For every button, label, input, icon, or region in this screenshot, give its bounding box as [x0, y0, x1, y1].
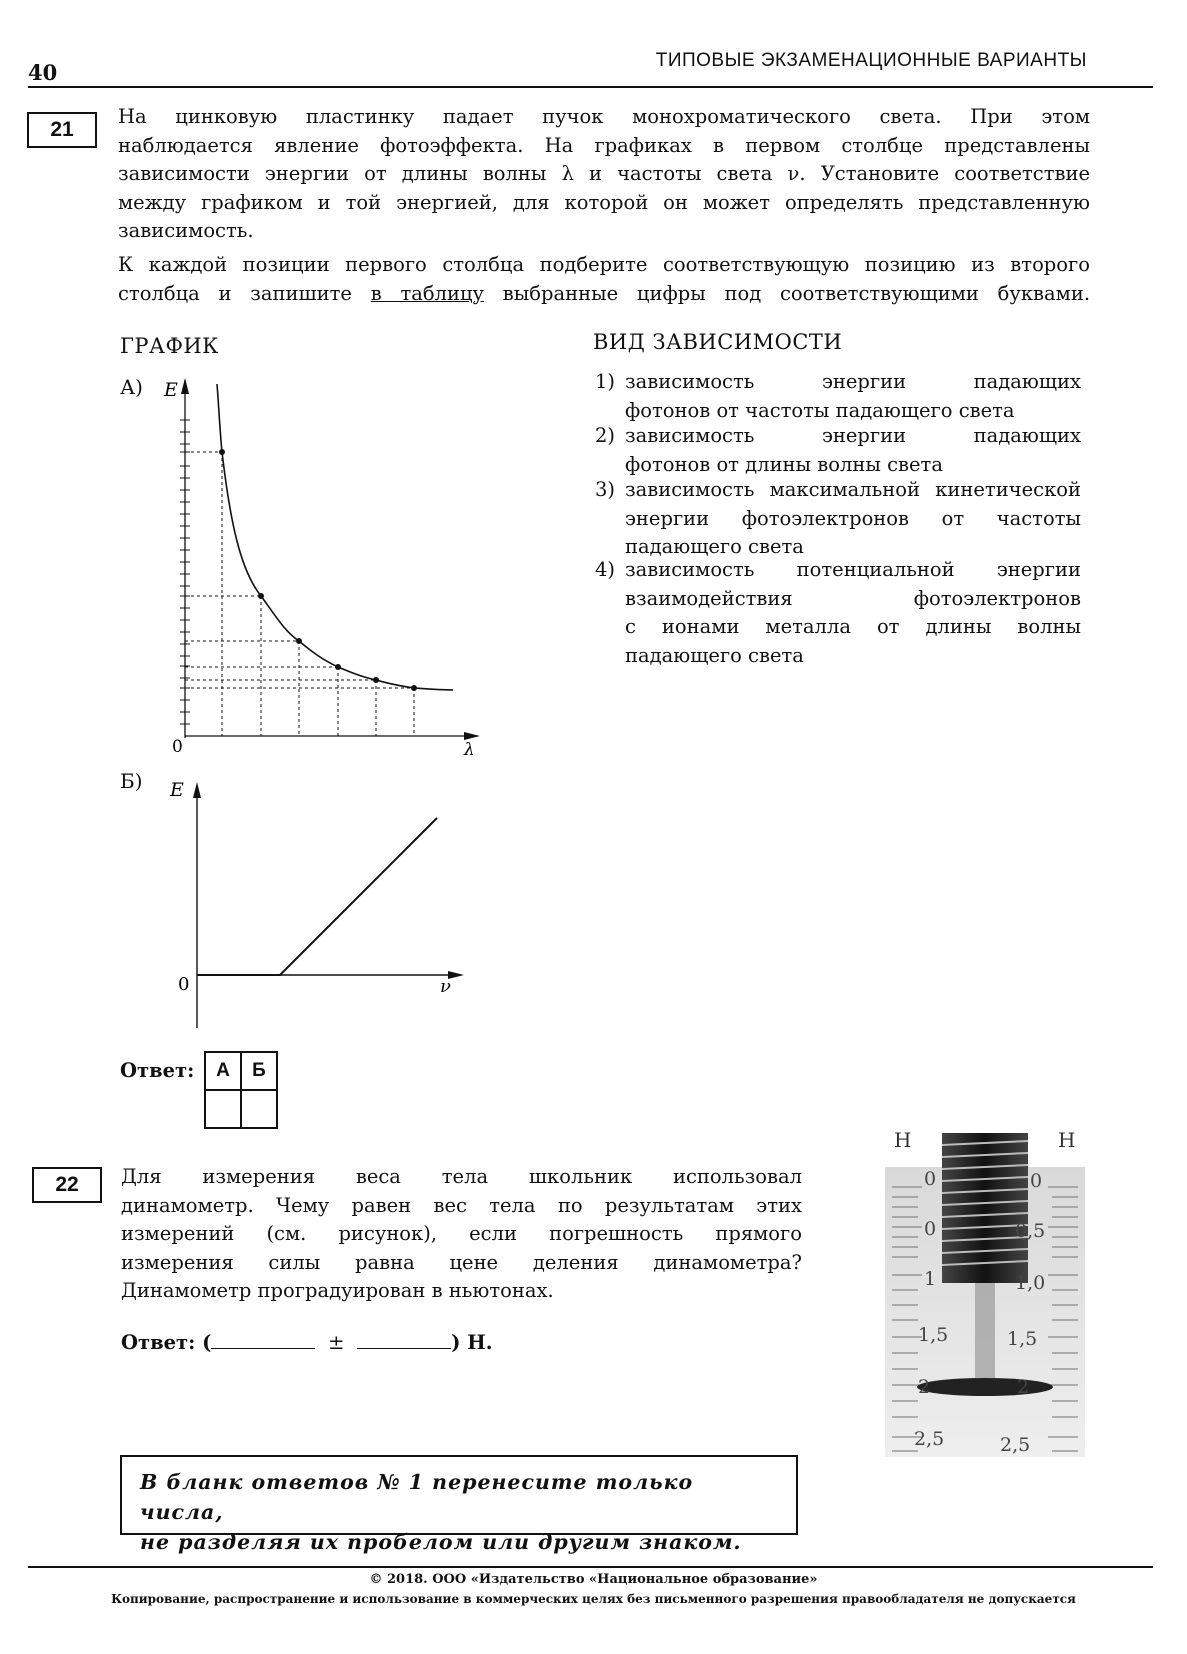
svg-text:2: 2	[918, 1376, 931, 1398]
graph-a-y-arrow	[181, 378, 189, 394]
option-line: зависимость максимальной кинетической	[625, 478, 1081, 501]
svg-text:1,5: 1,5	[918, 1324, 949, 1346]
q22-text-line: измерений (см. рисунок), если погрешность прямого	[121, 1222, 802, 1245]
graph-b-y-label: E	[170, 779, 184, 801]
option-3	[595, 476, 1081, 562]
notice-line: В бланк ответов № 1 перенесите только числа,	[140, 1470, 694, 1524]
graph-a-curve	[217, 384, 453, 690]
q21-text-line: На цинковую пластинку падает пучок монохроматического света. При этом	[118, 105, 1090, 128]
header-rule	[28, 86, 1153, 88]
dynamometer-figure	[880, 1125, 1090, 1470]
option-1	[595, 368, 1081, 425]
footer-copyright: © 2018. ООО «Издательство «Национальное образование»	[369, 1572, 818, 1587]
option-number: 4)	[595, 558, 616, 581]
option-line: зависимость энергии падающих	[625, 424, 1081, 447]
option-number: 1)	[595, 370, 616, 393]
svg-text:1: 1	[924, 1268, 937, 1290]
unit-label-left: Н	[894, 1128, 912, 1152]
graph-a-x-arrow	[464, 732, 480, 740]
graph-b-label: Б)	[120, 769, 143, 793]
footer-rule	[28, 1566, 1153, 1568]
answer-cell-b[interactable]	[241, 1090, 277, 1128]
q21-instruction-line	[118, 280, 1090, 309]
q22-text-line: измерения силы равна цене деления динамометра?	[121, 1250, 802, 1274]
unit-label-right: Н	[1058, 1128, 1076, 1152]
option-number: 3)	[595, 478, 616, 501]
q21-instruction	[118, 251, 1090, 308]
option-line: падающего света	[625, 643, 804, 667]
q21-instruction-line: К каждой позиции первого столбца подберите соответствующую позицию из второго	[118, 253, 1090, 276]
graph-a-guides	[185, 452, 414, 736]
q22-answer-label: Ответ: (	[121, 1331, 212, 1354]
page-number: 40	[28, 60, 58, 85]
q21-answer-label: Ответ:	[120, 1059, 195, 1082]
q22-text-line: Для измерения веса тела школьник использовал	[121, 1165, 802, 1188]
graph-b-x-label: ν	[440, 976, 451, 997]
q21-answer-table	[204, 1051, 278, 1129]
answer-sheet-notice	[120, 1455, 798, 1554]
answer-blank-error[interactable]	[357, 1332, 451, 1349]
answer-col-b-header: Б	[241, 1052, 277, 1090]
svg-text:0: 0	[924, 1218, 937, 1240]
option-line: фотонов от частоты падающего света	[625, 398, 1015, 422]
svg-text:0,5: 0,5	[1015, 1220, 1046, 1242]
option-number: 2)	[595, 424, 616, 447]
q22-answer-line	[121, 1331, 493, 1354]
q21-text-line: наблюдается явление фотоэффекта. На графиках в первом столбце представлены	[118, 133, 1090, 157]
q21-text-line: зависимость.	[118, 219, 254, 242]
option-line: взаимодействия фотоэлектронов	[625, 586, 1081, 610]
option-line: энергии фотоэлектронов от частоты	[625, 506, 1081, 530]
svg-text:2,5: 2,5	[1000, 1434, 1031, 1456]
q21-text	[118, 103, 1090, 246]
graph-a-y-label: E	[164, 379, 178, 401]
answer-col-a-header: А	[205, 1052, 241, 1090]
graph-a-label: А)	[120, 375, 143, 399]
column-heading-dependence: ВИД ЗАВИСИМОСТИ	[593, 330, 843, 354]
option-line: зависимость потенциальной энергии	[625, 558, 1081, 581]
option-2	[595, 422, 1081, 479]
instruction-post: выбранные цифры под соответствующими буквами.	[484, 281, 1091, 305]
svg-text:2,5: 2,5	[914, 1428, 945, 1450]
q21-text-line: зависимости энергии от длины волны λ и частоты света ν. Установите соответствие	[118, 162, 1090, 185]
instruction-underlined: в таблицу	[370, 281, 485, 305]
option-4	[595, 556, 1081, 670]
q21-text-line: между графиком и той энергией, для которой он может определять представленную	[118, 190, 1090, 214]
q22-text	[121, 1163, 802, 1306]
question-number-21: 21	[27, 112, 97, 148]
svg-text:1,0: 1,0	[1015, 1272, 1046, 1294]
option-line: фотонов от длины волны света	[625, 452, 943, 476]
svg-text:2: 2	[1017, 1376, 1030, 1398]
q22-answer-unit: ) Н.	[451, 1331, 493, 1354]
answer-plus-minus: ±	[328, 1331, 345, 1354]
q22-text-line: Динамометр проградуирован в ньютонах.	[121, 1279, 554, 1302]
dynamometer-pointer	[917, 1378, 1053, 1396]
graph-a-origin: 0	[172, 737, 183, 757]
svg-text:0: 0	[924, 1168, 937, 1190]
graph-b-line	[197, 818, 437, 975]
notice-line: не разделяя их пробелом или другим знаком.	[140, 1530, 742, 1554]
answer-cell-a[interactable]	[205, 1090, 241, 1128]
graph-b-energy-vs-frequency	[150, 770, 480, 1035]
q22-text-line: динамометр. Чему равен вес тела по результатам этих	[121, 1193, 802, 1217]
graph-b-origin: 0	[178, 974, 190, 995]
svg-text:1,5: 1,5	[1007, 1328, 1038, 1350]
column-heading-graph: ГРАФИК	[120, 334, 219, 358]
graph-a-x-label: λ	[464, 740, 475, 760]
question-number-22: 22	[32, 1167, 102, 1203]
option-line: зависимость энергии падающих	[625, 370, 1081, 393]
graph-b-y-arrow	[193, 782, 201, 798]
graph-a-energy-vs-wavelength	[150, 370, 490, 765]
option-line: с ионами металла от длины волны	[625, 615, 1081, 638]
footer-legal: Копирование, распространение и использование в коммерческих целях без письменного разрешения правообладателя не допускается	[111, 1592, 1076, 1606]
instruction-pre: столбца и запишите	[118, 281, 371, 305]
answer-blank-value[interactable]	[211, 1332, 315, 1349]
option-line: падающего света	[625, 535, 804, 558]
running-title: ТИПОВЫЕ ЭКЗАМЕНАЦИОННЫЕ ВАРИАНТЫ	[655, 50, 1087, 71]
svg-text:0: 0	[1030, 1170, 1043, 1192]
